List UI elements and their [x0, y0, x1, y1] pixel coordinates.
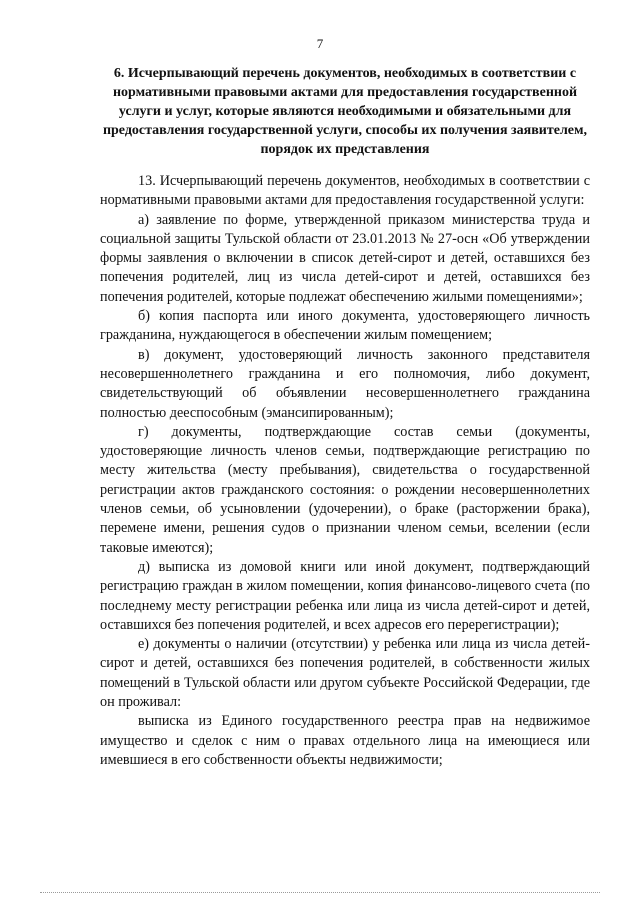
section-title: 6. Исчерпывающий перечень документов, необходимых в соответствии с нормативными правовыми актами для предоставления государственной услуги и услуг, которые являются необходимыми и обязательными для предоставления государственной услуги, способы их получения заявителем, порядок их представления [102, 66, 588, 157]
paragraph-13: 13. Исчерпывающий перечень документов, необходимых в соответствии с нормативными правовыми актами для предоставления государственной услуги: [100, 173, 590, 209]
paragraph-item-g: г) документы, подтверждающие состав семьи (документы, удостоверяющие личность членов семьи, подтверждающие регистрацию по месту жительства (месту пребывания), свидетельства о государственной регистрации актов гражданского состояния: о рождении несовершеннолетних членов семьи, об усыновлении (удочерении), о браке (расторжении брака), перемене имени, решения судов о признании членом семьи, вселении (если таковые имеются); [100, 423, 590, 556]
paragraph-item-v: в) документ, удостоверяющий личность законного представителя несовершеннолетнего гражданина и его полномочия, либо документ, свидетельствующий об объявлении несовершеннолетнего гражданина полностью дееспособным (эмансипированным); [100, 346, 590, 421]
scan-footer-divider [40, 892, 600, 894]
paragraph-item-d: д) выписка из домовой книги или иной документ, подтверждающий регистрацию граждан в жилом помещении, копия финансово-лицевого счета (по последнему месту регистрации ребенка или лица из числа детей-сирот и детей, оставшихся без попечения родителей, и всех адресов его перерегистрации); [100, 558, 590, 633]
paragraph-item-a: а) заявление по форме, утвержденной приказом министерства труда и социальной защиты Тульской области от 23.01.2013 № 27-осн «Об утверждении формы заявления о включении в список детей-сирот и детей, оставшихся без попечения родителей, лиц из числа детей-сирот и детей, оставшихся без попечения родителей, которые подлежат обеспечению жилыми помещениями»; [100, 211, 590, 305]
paragraph-item-b: б) копия паспорта или иного документа, удостоверяющего личность гражданина, нуждающегося в обеспечении жилым помещением; [100, 308, 590, 344]
paragraph-extract: выписка из Единого государственного реестра прав на недвижимое имущество и сделок с ним о правах отдельного лица на имеющиеся или имевшиеся в его собственности объекты недвижимости; [100, 713, 590, 768]
document-body [100, 172, 590, 770]
page-number: 7 [316, 36, 324, 51]
paragraph-item-e: е) документы о наличии (отсутствии) у ребенка или лица из числа детей-сирот и детей, оставшихся без попечения родителей, в собственности жилых помещений в Тульской области или другом субъекте Российской Федерации, где он проживал: [100, 636, 590, 711]
